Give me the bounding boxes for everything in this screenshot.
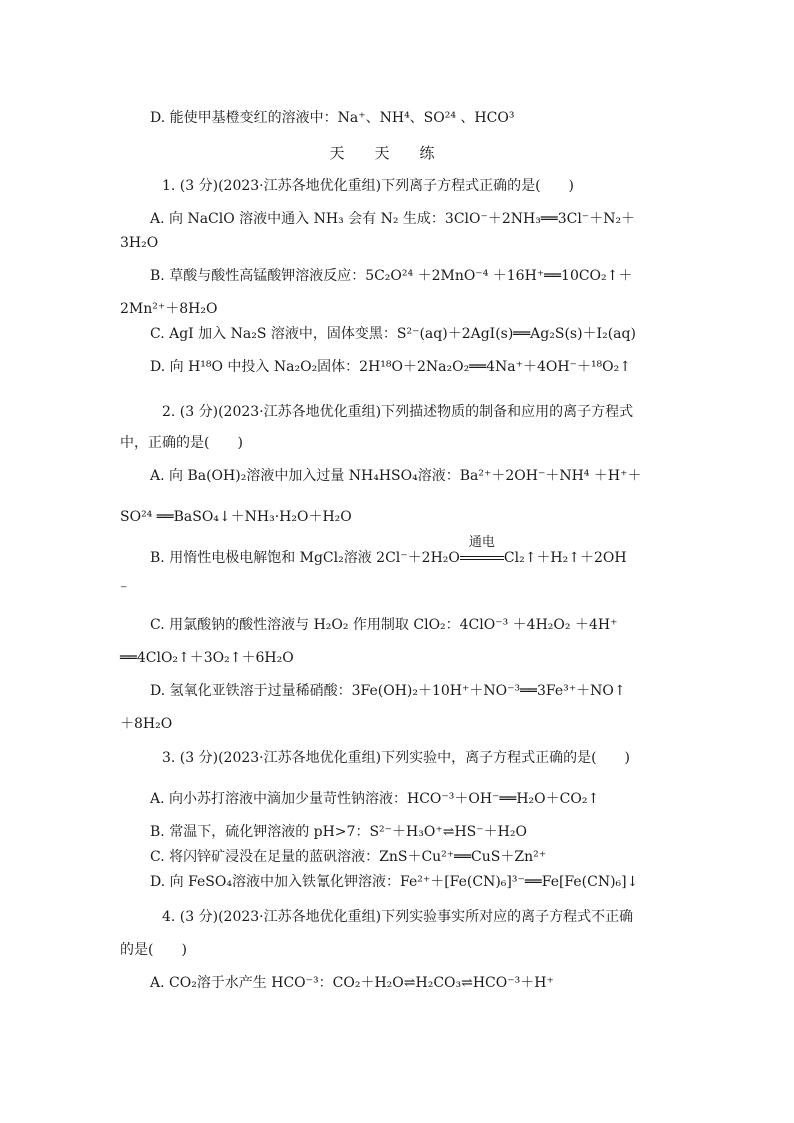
q2-option-b-right: Cl₂↑＋H₂↑＋2OH <box>503 550 627 566</box>
q2-option-a: A. 向 Ba(OH)₂溶液中加入过量 NH₄HSO₄溶液：Ba²⁺＋2OH⁻＋NH⁴ ＋H⁺＋ <box>150 468 642 484</box>
q4-option-a: A. CO₂溶于水产生 HCO⁻³：CO₂＋H₂O⇌H₂CO₃⇌HCO⁻³＋H⁺ <box>150 975 554 991</box>
section-title: 天天练 <box>329 144 465 162</box>
electrolysis-condition: 通电 <box>468 535 495 550</box>
q1-stem: 1. (3 分)(2023·江苏各地优化重组)下列离子方程式正确的是( ) <box>162 178 575 194</box>
electrolysis-arrow <box>460 535 504 568</box>
q2-stem-cont: 中，正确的是( ) <box>120 435 243 451</box>
q3-option-d: D. 向 FeSO₄溶液中加入铁氰化钾溶液：Fe²⁺＋[Fe(CN)₆]³⁻══Fe[Fe(CN)₆]↓ <box>150 874 639 890</box>
q1-option-c: C. AgI 加入 Na₂S 溶液中，固体变黑：S²⁻(aq)＋2AgI(s)══Ag₂S(s)＋I₂(aq) <box>150 326 636 342</box>
q3-stem: 3. (3 分)(2023·江苏各地优化重组)下列实验中，离子方程式正确的是( ) <box>162 750 631 766</box>
q4-stem-cont: 的是( ) <box>120 942 187 958</box>
q3-option-a: A. 向小苏打溶液中滴加少量苛性钠溶液：HCO⁻³＋OH⁻══H₂O＋CO₂↑ <box>150 791 600 807</box>
q1-option-a-cont: 3H₂O <box>120 235 159 251</box>
q2-option-c: C. 用氯酸钠的酸性溶液与 H₂O₂ 作用制取 ClO₂：4ClO⁻³ ＋4H₂O₂ ＋4H⁺ <box>150 617 618 633</box>
q2-option-c-cont: ══4ClO₂↑＋3O₂↑＋6H₂O <box>120 650 294 666</box>
q2-option-d-cont: ＋8H₂O <box>120 716 173 732</box>
q2-option-b-left: B. 用惰性电极电解饱和 MgCl₂溶液 2Cl⁻＋2H₂O <box>150 550 460 566</box>
prev-option-d: D. 能使甲基橙变红的溶液中：Na⁺、NH⁴、SO²⁴ 、HCO³ <box>150 110 515 126</box>
q2-option-a-cont: SO²⁴ ══BaSO₄↓＋NH₃·H₂O＋H₂O <box>120 509 352 525</box>
q2-option-b <box>150 535 627 568</box>
q1-option-b: B. 草酸与酸性高锰酸钾溶液反应：5C₂O²⁴ ＋2MnO⁻⁴ ＋16H⁺══10CO₂↑＋ <box>150 268 633 284</box>
q4-stem: 4. (3 分)(2023·江苏各地优化重组)下列实验事实所对应的离子方程式不正确 <box>162 909 634 925</box>
q2-option-b-cont: ⁻ <box>120 582 128 598</box>
q2-stem: 2. (3 分)(2023·江苏各地优化重组)下列描述物质的制备和应用的离子方程式 <box>162 404 634 420</box>
q1-option-b-cont: 2Mn²⁺＋8H₂O <box>120 301 218 317</box>
q1-option-d: D. 向 H¹⁸O 中投入 Na₂O₂固体：2H¹⁸O＋2Na₂O₂══4Na⁺＋4OH⁻＋¹⁸O₂↑ <box>150 359 631 375</box>
q3-option-b: B. 常温下，硫化钾溶液的 pH>7：S²⁻＋H₃O⁺⇌HS⁻＋H₂O <box>150 824 527 840</box>
q3-option-c: C. 将闪锌矿浸没在足量的蓝矾溶液：ZnS＋Cu²⁺══CuS＋Zn²⁺ <box>150 849 547 865</box>
q2-option-d: D. 氢氧化亚铁溶于过量稀硝酸：3Fe(OH)₂＋10H⁺＋NO⁻³══3Fe³⁺＋NO↑ <box>150 683 626 699</box>
q1-option-a: A. 向 NaClO 溶液中通入 NH₃ 会有 N₂ 生成：3ClO⁻＋2NH₃══3Cl⁻＋N₂＋ <box>150 211 636 227</box>
